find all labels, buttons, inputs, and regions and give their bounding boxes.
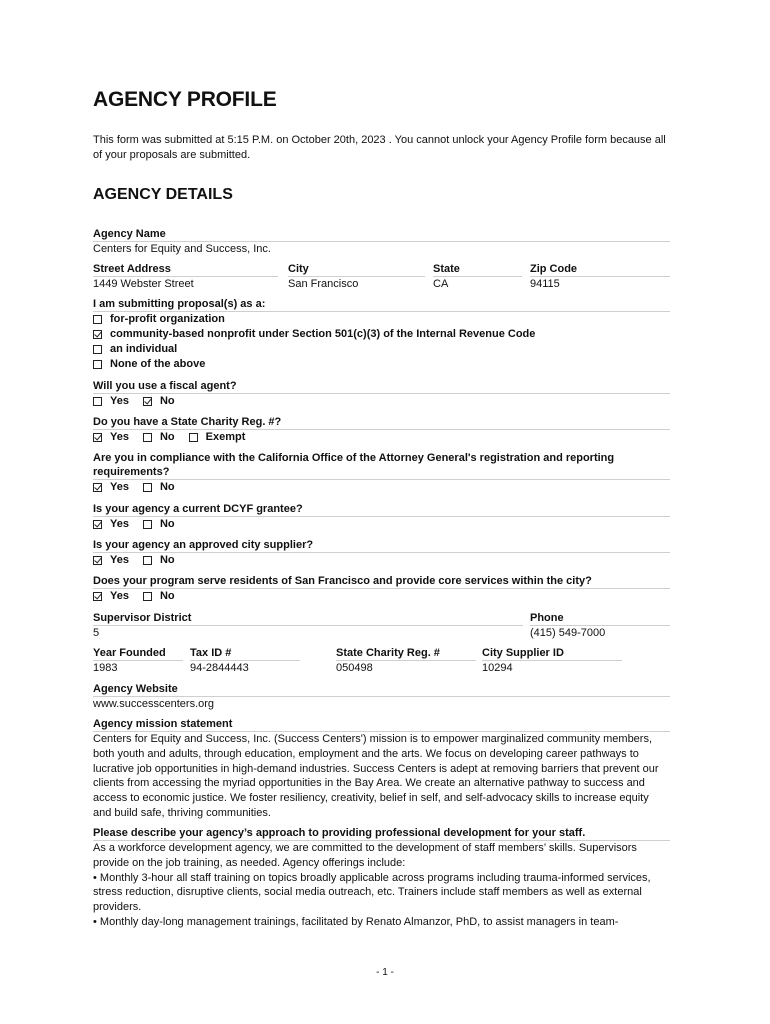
- question-label: Do you have a State Charity Reg. #?: [93, 416, 282, 428]
- option-no[interactable]: No: [159, 481, 175, 493]
- address-row: [93, 262, 670, 291]
- development-label: Please describe your agency’s approach to providing professional development for your staff.: [93, 827, 586, 839]
- option-none[interactable]: None of the above: [93, 357, 670, 372]
- district-value: 5: [93, 625, 523, 640]
- checkbox-icon[interactable]: [93, 520, 102, 529]
- phone-value: (415) 549-7000: [530, 625, 670, 640]
- website-value[interactable]: www.successcenters.org: [93, 696, 670, 711]
- submitting-as-label: I am submitting proposal(s) as a:: [93, 298, 266, 310]
- checkbox-icon[interactable]: [93, 315, 102, 324]
- question-dcyf-grantee: [93, 502, 670, 532]
- development-value: [93, 840, 670, 930]
- district-field: [93, 611, 523, 640]
- phone-field: [530, 611, 670, 640]
- zip-value: 94115: [530, 276, 670, 291]
- option-no[interactable]: No: [159, 590, 175, 602]
- tax-id-label: Tax ID #: [190, 647, 232, 659]
- state-value: CA: [433, 276, 522, 291]
- question-label: Is your agency an approved city supplier?: [93, 539, 314, 551]
- option-yes[interactable]: Yes: [110, 554, 129, 566]
- agency-name-value: Centers for Equity and Success, Inc.: [93, 241, 670, 256]
- city-supplier-field: [482, 646, 622, 675]
- street-field: [93, 262, 278, 291]
- city-supplier-value: 10294: [482, 660, 622, 675]
- checkbox-icon[interactable]: [93, 433, 102, 442]
- question-fiscal-agent: [93, 379, 670, 409]
- checkbox-icon[interactable]: [189, 433, 198, 442]
- state-charity-label: State Charity Reg. #: [336, 647, 440, 659]
- option-for-profit[interactable]: for-profit organization: [93, 312, 670, 327]
- option-no[interactable]: No: [159, 518, 175, 530]
- checkbox-icon[interactable]: [143, 520, 152, 529]
- year-founded-field: [93, 646, 183, 675]
- option-no[interactable]: No: [159, 395, 175, 407]
- question-label: Is your agency a current DCYF grantee?: [93, 503, 303, 515]
- question-compliance: [93, 451, 670, 495]
- street-label: Street Address: [93, 263, 171, 275]
- question-label: Will you use a fiscal agent?: [93, 380, 237, 392]
- option-yes[interactable]: Yes: [110, 481, 129, 493]
- agency-name-label: Agency Name: [93, 228, 166, 240]
- option-no[interactable]: No: [159, 554, 175, 566]
- state-label: State: [433, 263, 460, 275]
- checkbox-icon[interactable]: [93, 397, 102, 406]
- option-individual[interactable]: an individual: [93, 342, 670, 357]
- development-field: [93, 826, 670, 930]
- checkbox-icon[interactable]: [93, 483, 102, 492]
- state-charity-field: [336, 646, 476, 675]
- tax-id-value: 94-2844443: [190, 660, 300, 675]
- ids-row: [93, 646, 670, 675]
- city-label: City: [288, 263, 309, 275]
- website-field: [93, 682, 670, 711]
- option-yes[interactable]: Yes: [110, 395, 129, 407]
- option-no[interactable]: No: [159, 431, 175, 443]
- city-field: [288, 262, 425, 291]
- checkbox-icon[interactable]: [93, 592, 102, 601]
- page-title: AGENCY PROFILE: [93, 88, 277, 111]
- option-exempt[interactable]: Exempt: [205, 431, 246, 443]
- development-bullet: • Monthly 3-hour all staff training on topics broadly applicable across programs including trauma-informed services, stress reduction, disruptive clients, social media outreach, etc. Trainers include staff members as well as external providers.: [93, 871, 651, 914]
- mission-value: Centers for Equity and Success, Inc. (Success Centers') mission is to empower marginalized community members, both youth and adults, through education, employment and the arts. We focus on developing career pathways to lucrative job opportunities in high-demand industries. Success Centers is adept at removing barriers that prevent our clients from accessing the myriad opportunities in the Bay Area. We create an alternative pathway to success and access to economic justice. We foster resiliency, creativity, belief in self, and self-advocacy skills to increase equity and build safe, thriving communities.: [93, 731, 670, 821]
- submission-notice: This form was submitted at 5:15 P.M. on October 20th, 2023 . You cannot unlock your Agency Profile form because all of your proposals are submitted.: [93, 134, 666, 161]
- question-sf-residents: [93, 574, 670, 604]
- submitting-as-field: [93, 297, 670, 372]
- submitting-as-options: [93, 311, 670, 372]
- answer-options: [93, 588, 670, 604]
- district-phone-row: [93, 611, 670, 640]
- phone-label: Phone: [530, 612, 564, 624]
- option-yes[interactable]: Yes: [110, 590, 129, 602]
- tax-id-field: [190, 646, 300, 675]
- question-label: Are you in compliance with the California Office of the Attorney General's registration and reporting requirements?: [93, 452, 615, 478]
- state-field: [433, 262, 522, 291]
- question-charity-reg: [93, 415, 670, 445]
- option-yes[interactable]: Yes: [110, 518, 129, 530]
- checkbox-icon[interactable]: [93, 556, 102, 565]
- section-title: AGENCY DETAILS: [93, 186, 233, 203]
- city-supplier-label: City Supplier ID: [482, 647, 564, 659]
- checkbox-icon[interactable]: [93, 345, 102, 354]
- development-intro: As a workforce development agency, we are committed to the development of staff members’ skills. Supervisors provide on the job training, as needed. Agency offerings include:: [93, 842, 637, 869]
- agency-name-field: [93, 227, 670, 256]
- page-number: - 1 -: [376, 967, 394, 978]
- answer-options: [93, 479, 670, 495]
- development-bullet: • Monthly day-long management trainings, facilitated by Renato Almanzor, PhD, to assist managers in team-: [93, 915, 619, 928]
- year-founded-value: 1983: [93, 660, 183, 675]
- answer-options: [93, 393, 670, 409]
- website-label: Agency Website: [93, 683, 178, 695]
- state-charity-value: 050498: [336, 660, 476, 675]
- answer-options: [93, 429, 670, 445]
- answer-options: [93, 552, 670, 568]
- checkbox-icon[interactable]: [143, 483, 152, 492]
- checkbox-icon[interactable]: [93, 330, 102, 339]
- option-nonprofit[interactable]: community-based nonprofit under Section 501(c)(3) of the Internal Revenue Code: [93, 327, 670, 342]
- answer-options: [93, 516, 670, 532]
- mission-field: [93, 717, 670, 821]
- zip-field: [530, 262, 670, 291]
- option-yes[interactable]: Yes: [110, 431, 129, 443]
- checkbox-icon[interactable]: [143, 397, 152, 406]
- zip-label: Zip Code: [530, 263, 578, 275]
- year-founded-label: Year Founded: [93, 647, 166, 659]
- checkbox-icon[interactable]: [143, 592, 152, 601]
- checkbox-icon[interactable]: [143, 556, 152, 565]
- city-value: San Francisco: [288, 276, 425, 291]
- question-city-supplier: [93, 538, 670, 568]
- question-label: Does your program serve residents of San Francisco and provide core services within the city?: [93, 575, 592, 587]
- mission-label: Agency mission statement: [93, 718, 233, 730]
- checkbox-icon[interactable]: [143, 433, 152, 442]
- district-label: Supervisor District: [93, 612, 192, 624]
- street-value: 1449 Webster Street: [93, 276, 278, 291]
- checkbox-icon[interactable]: [93, 360, 102, 369]
